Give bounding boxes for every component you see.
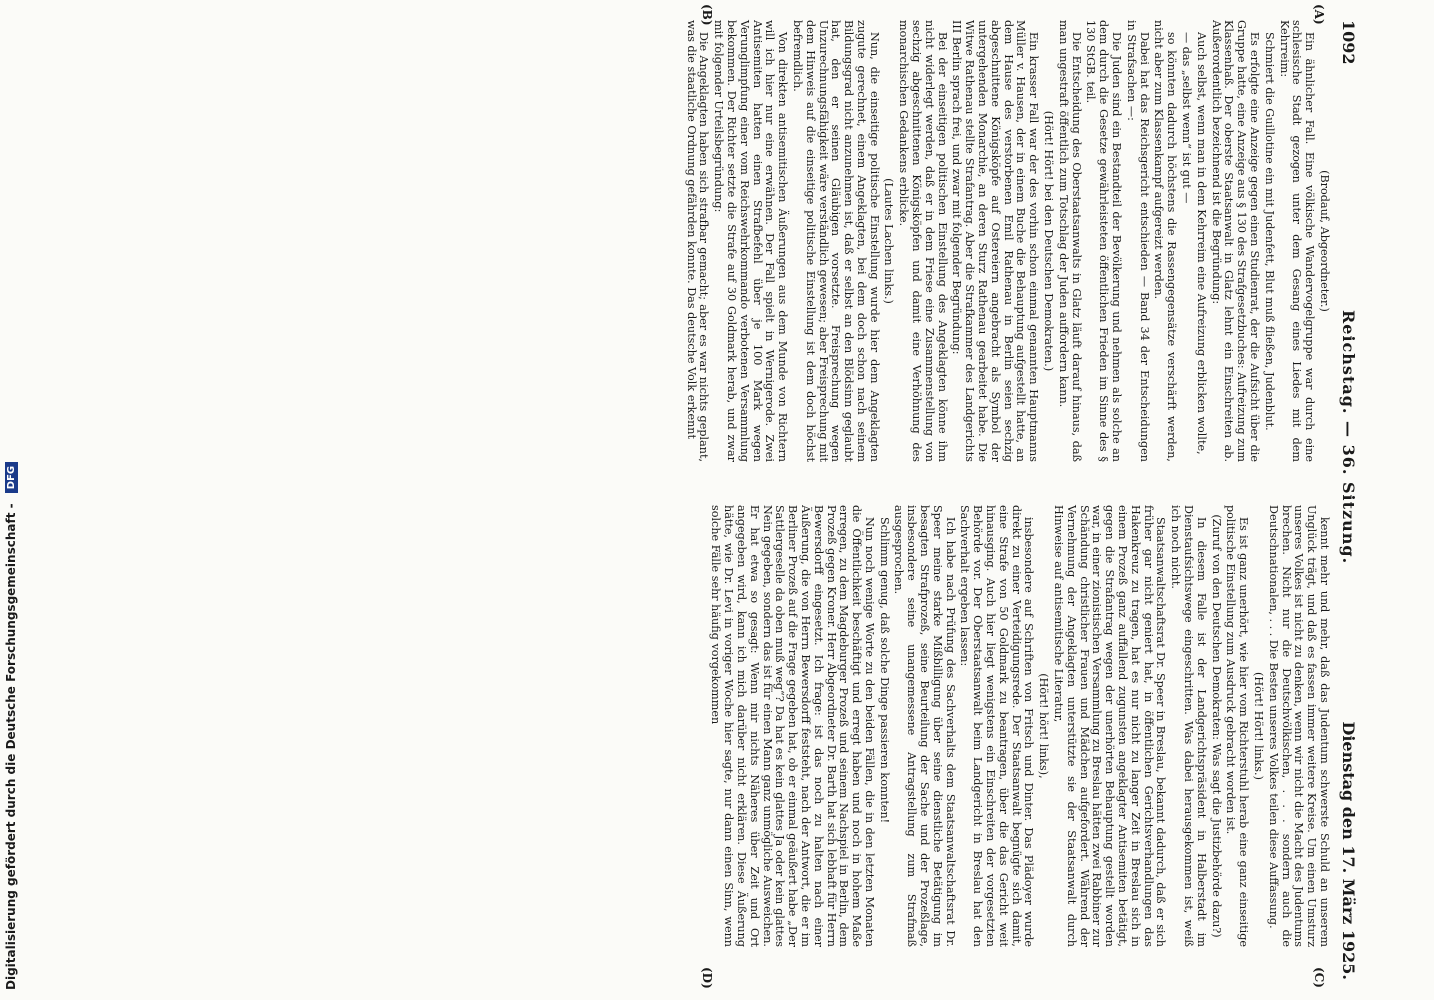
- right-paragraph: Nun noch wenige Worte zu den beiden Fällen, die in den letzten Monaten die Öffentlichkeit beschäftigt und erregt haben und noch in hohem Maße erregen, zu dem Magdeburger Prozeß und seinem Nachspiel in Berlin, dem Prozeß gegen Kroner. Herr Abgeordneter Dr. Barth hat sich lebhaft für Herrn Bewersdorff eingesetzt. Ich frage: ist das noch zu halten nach einer Äußerung, die von Herrn Bewersdorff feststeht, nach der Antwort, die er im Berliner Prozeß auf die Frage gegeben hat, ob er einmal geäußert habe „Der Sattlergeselle da oben muß weg“? Da hat es kein glattes Ja oder kein glattes Nein gegeben, sondern das ist für einen Mann ganz unmögliche Ausweichen. Er hat etwa so gesagt: Wenn mir nichts Näheres über Zeit und Ort angegeben wird, kann ich mich darüber nicht erklären. Diese Äußerung hätte, wie Dr. Levi in voriger Woche hier sagte, nur dann einen Sinn, wenn solche Fälle sehr häufig vorgekommen: [709, 505, 876, 947]
- left-paragraph: Ein ähnlicher Fall. Eine völkische Wandervogelgruppe war durch eine schlesische Stadt gezogen unter dem Gesang eines Liedes mit dem Kehrreim:: [1277, 20, 1317, 462]
- digitization-text: Digitalisierung gefördert durch die Deutsche Forschungsgemeinschaft -: [4, 503, 18, 990]
- page-number: 1092: [1339, 20, 1358, 65]
- digitization-note: [4, 462, 18, 990]
- right-paragraph: Es ist ganz unerhört, wie hier vom Richterstuhl herab eine ganz einseitige politische Einstellung zum Ausdruck gebracht worden ist.: [1224, 505, 1251, 947]
- right-paragraph: (Hört! hört! links),: [1037, 673, 1051, 779]
- left-paragraph: Dabei hat das Reichsgericht entschieden — Band 34 der Entscheidungen in Strafsachen —:: [1124, 20, 1151, 462]
- right-paragraph: kennt mehr und mehr, daß das Judentum schwerste Schuld an unserem Unglück trägt, und daß es fassen immer weitere Kreise. Um einen Umsturz unseres Volkes ist nicht zu denken, wenn wir nicht die Macht des Judentums brechen. Nicht nur die Deutschvölkischen, . . . sondern auch die Deutschnationalen, . . . Die Besten unseres Volkes teilen diese Auffassung.: [1266, 505, 1331, 947]
- left-paragraph: Bei der einseitigen politischen Einstellung des Angeklagten könne ihm nicht widerlegt werden, daß er in dem Friese eine Zusammenstellung von sechzig abgeschnittenen Königsköpfen und damit eine Verhöhnung des monarchischen Gedankens erblicke.: [897, 20, 949, 462]
- left-paragraph: Nun, die einseitige politische Einstellung wurde hier dem Angeklagten zugute gerechnet, einem Angeklagten, bei dem doch schon nach seinem Bildungsgrad nicht anzunehmen ist, daß er selbst an den Blödsinn geglaubt hat, den er seinen Gläubigen vorsetzte. Freisprechung wegen Unzurechnungsfähigkeit wäre verständlich gewesen; aber Freisprechung mit dem Hinweis auf die einseitige politische Einstellung ist dem doch höchst befremdlich.: [790, 20, 881, 462]
- left-paragraph: — das „selbst wenn“ ist gut —: [1180, 32, 1194, 204]
- left-paragraph: Auch selbst, wenn man in dem Kehrreim eine Aufreizung erblicken wollte,: [1194, 32, 1208, 455]
- right-paragraph: insbesondere auf Schriften von Fritsch und Dinter. Das Plädoyer wurde direkt zu einer Verteidigungsrede. Der Staatsanwalt begnügte sich damit, eine Strafe von 50 Goldmark zu beantragen, über die das Gericht weit hinausging. Auch hier liegt wenigstens ein Einschreiten der vorgesetzten Behörde vor. Der Oberstaatsanwalt beim Landgericht in Breslau hat den Sachverhalt ergeben lassen:: [958, 505, 1036, 947]
- margin-mark-c: (C): [1312, 967, 1326, 988]
- left-paragraph: Ein krasser Fall war der des vorhin schon einmal genannten Hauptmanns Müller v. Hausen, der in einem Buche die Behauptung aufgestellt hatte, an dem Hause des verstorbenen Emil Rathenau in Berlin seien sechzig abgeschnittene Königsköpfe auf Ostereiern angebracht als Symbol der untergehenden Monarchie, an deren Sturz Rathenau gearbeitet habe. Die Witwe Rathenau stellte Strafantrag. Aber die Strafkammer des Landgerichts III Berlin sprach frei, und zwar mit folgender Begründung:: [950, 20, 1041, 462]
- left-paragraph: (Lautes Lachen links.): [882, 178, 896, 304]
- left-paragraph: Die Juden sind ein Bestandteil der Bevölkerung und nehmen als solche an dem durch die Gesetze gewährleisteten öffentlichen Frieden im Sinne des § 130 StGB. teil.: [1084, 20, 1124, 462]
- right-paragraph: (Hört! Hört! links.): [1252, 672, 1266, 780]
- right-paragraph: Schlimm genug, daß solche Dinge passieren konnten!: [877, 517, 891, 824]
- left-paragraph: Schmiert die Guillotine ein mit Judenfett, Blut muß fließen, Judenblut.: [1262, 32, 1276, 431]
- session-date: Dienstag den 17. März 1925.: [1339, 721, 1358, 980]
- right-column: [707, 505, 1330, 947]
- page-header: [1332, 20, 1358, 980]
- left-paragraph: Es erfolgte eine Anzeige gegen einen Studienrat, der die Aufsicht über die Gruppe hatte, eine Anzeige aus § 130 des Strafgesetzbuches: Aufreizung zum Klassenhaß. Der oberste Staatsanwalt in Glatz lehnt ein Einschreiten ab. Außerordentlich bezeichnend ist die Begründung:: [1209, 20, 1262, 462]
- right-paragraph: In diesem Falle ist der Landgerichtspräsident in Halberstadt im Dienstaufsichtswege eingeschritten. Was dabei herausgekommen ist, weiß ich noch nicht.: [1169, 505, 1208, 947]
- margin-mark-a: (A): [1312, 4, 1326, 25]
- left-paragraph: Die Entscheidung des Oberstaatsanwalts in Glatz läuft darauf hinaus, daß man ungestraft öffentlich zum Totschlag der Juden auffordern kann.: [1056, 20, 1083, 462]
- page-title: Reichstag. — 36. Sitzung.: [1339, 310, 1358, 565]
- margin-mark-b: (B): [700, 4, 714, 26]
- left-paragraph: so könnten dadurch höchstens die Rassengegensätze verschärft werden, nicht aber zum Klassenkampf aufgereizt werden.: [1152, 20, 1179, 462]
- right-paragraph: (Zuruf von den Deutschen Demokraten: Was sagt die Justizbehörde dazu?): [1209, 514, 1223, 938]
- left-paragraph: Die Angeklagten haben sich strafbar gemacht; aber es war nichts geplant, was die staatliche Ordnung gefährden konnte. Das deutsche Volk erkennt: [684, 20, 711, 462]
- dfg-logo: DFG: [5, 462, 18, 493]
- left-paragraph: (Hört! Hört! bei den Deutschen Demokraten.): [1042, 110, 1056, 372]
- margin-mark-d: (D): [700, 967, 714, 989]
- right-paragraph: Ich habe nach Prüfung des Sachverhalts dem Staatsanwaltschaftsrat Dr. Speer meine starke Mißbilligung über seine dienstliche Betätigung im besagten Strafprozeß, seine Beurteilung der Sache und der Prozeßlage, insbesondere seine unangemessene Antragstellung zum Strafmaß ausgesprochen.: [892, 505, 957, 947]
- left-paragraph: Von direkten antisemitischen Äußerungen aus dem Munde von Richtern will ich hier nur eine erwähnen. Der Fall spielt in Wernigerode. Zwei Antisemiten hatten einen Strafbefehl über je 100 Mark wegen Verunglimpfung einer vom Reichswehrkommando verbotenen Versammlung bekommen. Der Richter setzte die Strafe auf 30 Goldmark herab, und zwar mit folgender Urteilsbegründung:: [712, 20, 790, 462]
- left-paragraph: (Brodauf, Abgeordneter.): [1318, 170, 1331, 312]
- left-column: [682, 20, 1330, 462]
- right-paragraph: Staatsanwaltschaftsrat Dr. Speer in Breslau, bekannt dadurch, daß er sich früher gar nicht geniert hat, in öffentlichen Gerichtsverhandlungen das Hakenkreuz zu tragen, hat es nur nicht zu langer Zeit in Breslau sich in einem Prozeß ganz auffallend zugunsten angeklagter Antisemiten betätigt, gegen die Strafantrag wegen der unerhörten Behauptung gestellt worden war, in einer zionistischen Versammlung zu Breslau hätten zwei Rabbiner zur Schändung christlicher Frauen und Mädchen aufgefordert. Während der Vernehmung der Angeklagten unterstützte sie der Staatsanwalt durch Hinweise auf antisemitische Literatur,: [1052, 505, 1168, 947]
